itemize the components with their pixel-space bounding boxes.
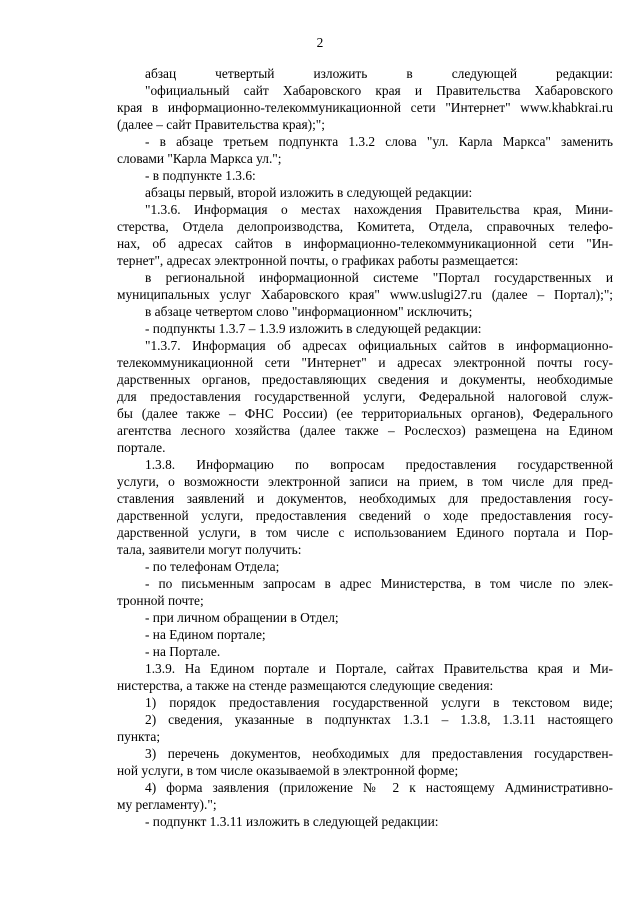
text-line: стерства, Отдела делопроизводства, Комитета, Отдела, справочных телефо- xyxy=(117,219,613,234)
text-line: - при личном обращении в Отдел; xyxy=(145,610,339,625)
text-line: телекоммуникационной сети "Интернет" и адресах электронной почты госу- xyxy=(117,355,613,370)
text-line: тала, заявители могут получить: xyxy=(117,542,302,557)
text-line: - по письменным запросам в адрес Министерства, в том числе по элек- xyxy=(145,576,613,591)
page-number: 2 xyxy=(316,35,324,50)
text-line: 1.3.8. Информацию по вопросам предоставления государственной xyxy=(145,457,613,472)
text-line: в абзаце четвертом слово "информационном" исключить; xyxy=(145,304,473,319)
text-line: бы (далее также – ФНС России) (ее территориальных органов), Федерального xyxy=(117,406,613,421)
text-line: пункта; xyxy=(117,729,161,744)
text-line: - подпункт 1.3.11 изложить в следующей редакции: xyxy=(145,814,439,829)
text-line: "официальный сайт Хабаровского края и Правительства Хабаровского xyxy=(145,83,613,98)
text-line: края в информационно-телекоммуникационной сети "Интернет" www.khabkrai.ru xyxy=(117,100,613,115)
text-line: (далее – сайт Правительства края);"; xyxy=(117,117,325,132)
text-line: услуги, о возможности электронной записи на прием, в том числе для пред- xyxy=(117,474,613,489)
text-line: тронной почте; xyxy=(117,593,204,608)
text-line: - в абзаце третьем подпункта 1.3.2 слова "ул. Карла Маркса" заменить xyxy=(145,134,613,149)
text-line: 1) порядок предоставления государственной услуги в текстовом виде; xyxy=(145,695,613,710)
text-line: "1.3.6. Информация о местах нахождения Правительства края, Мини- xyxy=(145,202,613,217)
text-line: му регламенту)."; xyxy=(117,797,217,812)
text-line: - на Портале. xyxy=(145,644,221,659)
text-line: портале. xyxy=(117,440,166,455)
text-line: - подпункты 1.3.7 – 1.3.9 изложить в следующей редакции: xyxy=(145,321,482,336)
text-line: для предоставления государственной услуги, Федеральной налоговой служ- xyxy=(117,389,613,404)
text-line: абзацы первый, второй изложить в следующей редакции: xyxy=(145,185,473,200)
text-line: агентства лесного хозяйства (далее также – Рослесхоз) размещена на Едином xyxy=(117,423,613,438)
text-line: дарственной услуги, в том числе с использованием Единого портала и Пор- xyxy=(117,525,613,540)
text-line: ной услуги, в том числе оказываемой в электронной форме; xyxy=(117,763,459,778)
text-line: в региональной информационной системе "Портал государственных и xyxy=(145,270,613,285)
document-body xyxy=(117,65,613,830)
text-line: 1.3.9. На Едином портале и Портале, сайтах Правительства края и Ми- xyxy=(145,661,613,676)
text-line: муниципальных услуг Хабаровского края" www.uslugi27.ru (далее – Портал);"; xyxy=(117,287,613,302)
text-line: ставления заявлений и документов, необходимых для предоставления госу- xyxy=(117,491,613,506)
text-line: дарственных органов, предоставляющих сведения и документы, необходимые xyxy=(117,372,613,387)
text-line: дарственной услуги, предоставления сведений о ходе предоставления госу- xyxy=(117,508,613,523)
text-line: тернет", адресах электронной почты, о графиках работы размещается: xyxy=(117,253,519,268)
text-line: словами "Карла Маркса ул."; xyxy=(117,151,282,166)
text-line: 3) перечень документов, необходимых для предоставления государствен- xyxy=(145,746,613,761)
text-line: "1.3.7. Информация об адресах официальных сайтов в информационно- xyxy=(145,338,613,353)
text-line: 2) сведения, указанные в подпунктах 1.3.1 – 1.3.8, 1.3.11 настоящего xyxy=(145,712,613,727)
text-line: - на Едином портале; xyxy=(145,627,266,642)
text-line: 4) форма заявления (приложение № 2 к настоящему Административно- xyxy=(145,780,613,795)
text-line: - по телефонам Отдела; xyxy=(145,559,280,574)
text-line: нах, об адресах сайтов в информационно-телекоммуникационной сети "Ин- xyxy=(117,236,613,251)
text-line: нистерства, а также на стенде размещаются следующие сведения: xyxy=(117,678,494,693)
text-line: абзац четвертый изложить в следующей редакции: xyxy=(145,66,613,81)
text-line: - в подпункте 1.3.6: xyxy=(145,168,256,183)
